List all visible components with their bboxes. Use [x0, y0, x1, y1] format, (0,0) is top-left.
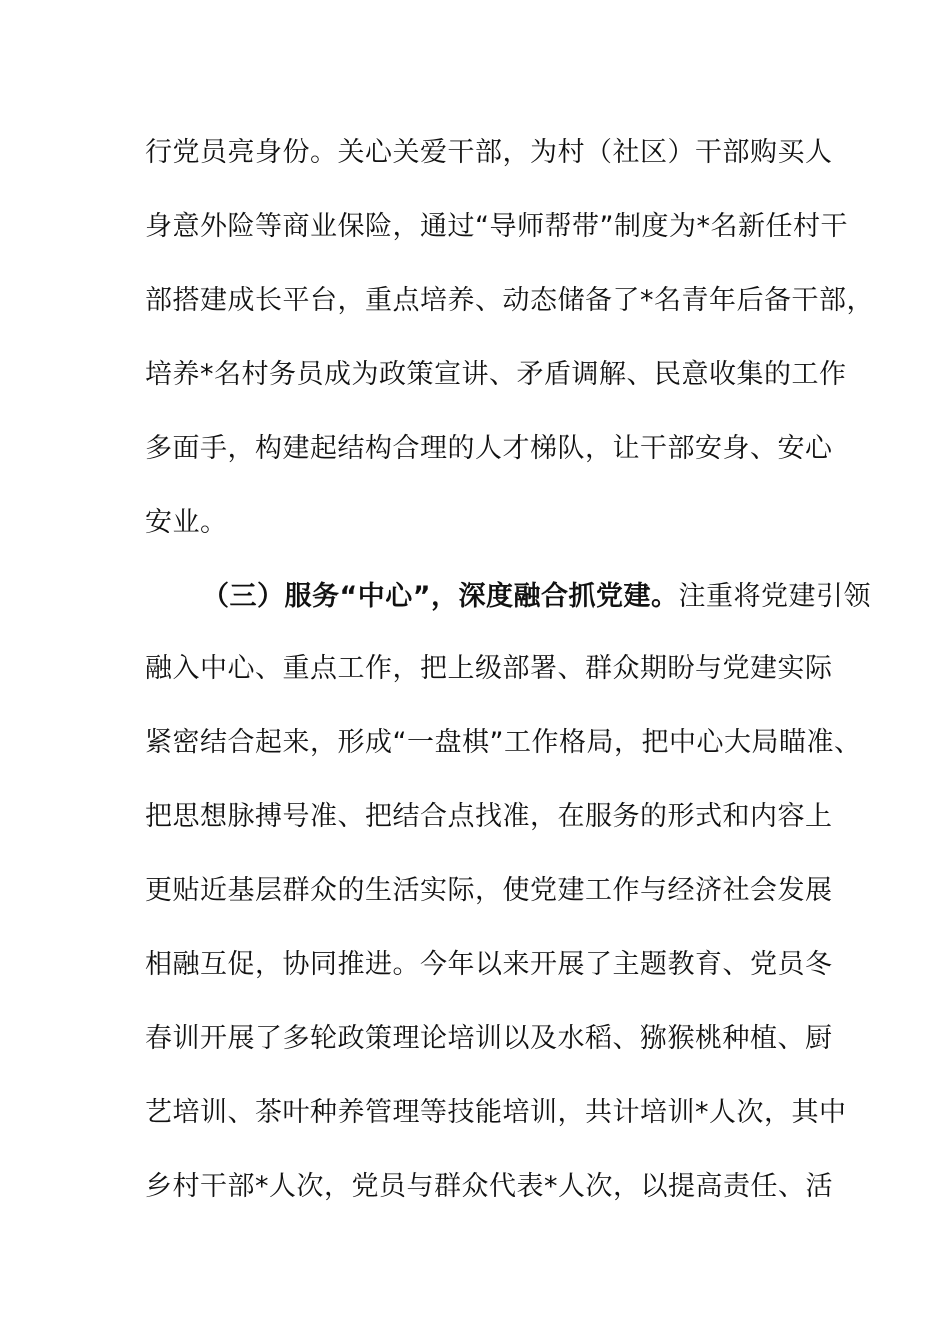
- section-heading-continuation: 注重将党建引领: [678, 581, 871, 612]
- section-heading: （三）服务“中心”，深度融合抓党建。: [202, 581, 679, 612]
- text-line: 融入中心、重点工作，把上级部署、群众期盼与党建实际: [145, 653, 833, 684]
- text-line: 行党员亮身份。关心关爱干部，为村（社区）干部购买人: [145, 137, 833, 168]
- text-line: 部搭建成长平台，重点培养、动态储备了*名青年后备干部，: [145, 285, 874, 316]
- text-line: 把思想脉搏号准、把结合点找准，在服务的形式和内容上: [145, 801, 833, 832]
- text-line: 相融互促，协同推进。今年以来开展了主题教育、党员冬: [145, 949, 833, 980]
- text-line: 艺培训、茶叶种养管理等技能培训，共计培训*人次，其中: [145, 1097, 847, 1128]
- text-line: 身意外险等商业保险，通过“导师帮带”制度为*名新任村干: [145, 211, 848, 242]
- text-line: 春训开展了多轮政策理论培训以及水稻、猕猴桃种植、厨: [145, 1023, 833, 1054]
- text-line: 更贴近基层群众的生活实际，使党建工作与经济社会发展: [145, 875, 833, 906]
- text-line: 多面手，构建起结构合理的人才梯队，让干部安身、安心: [145, 433, 833, 464]
- text-line: 紧密结合起来，形成“一盘棋”工作格局，把中心大局瞄准、: [145, 727, 862, 758]
- text-line: 乡村干部*人次，党员与群众代表*人次，以提高责任、活: [145, 1171, 833, 1202]
- section-heading-line: [202, 577, 902, 617]
- text-line: 培养*名村务员成为政策宣讲、矛盾调解、民意收集的工作: [145, 359, 847, 390]
- text-line: 安业。: [145, 507, 228, 538]
